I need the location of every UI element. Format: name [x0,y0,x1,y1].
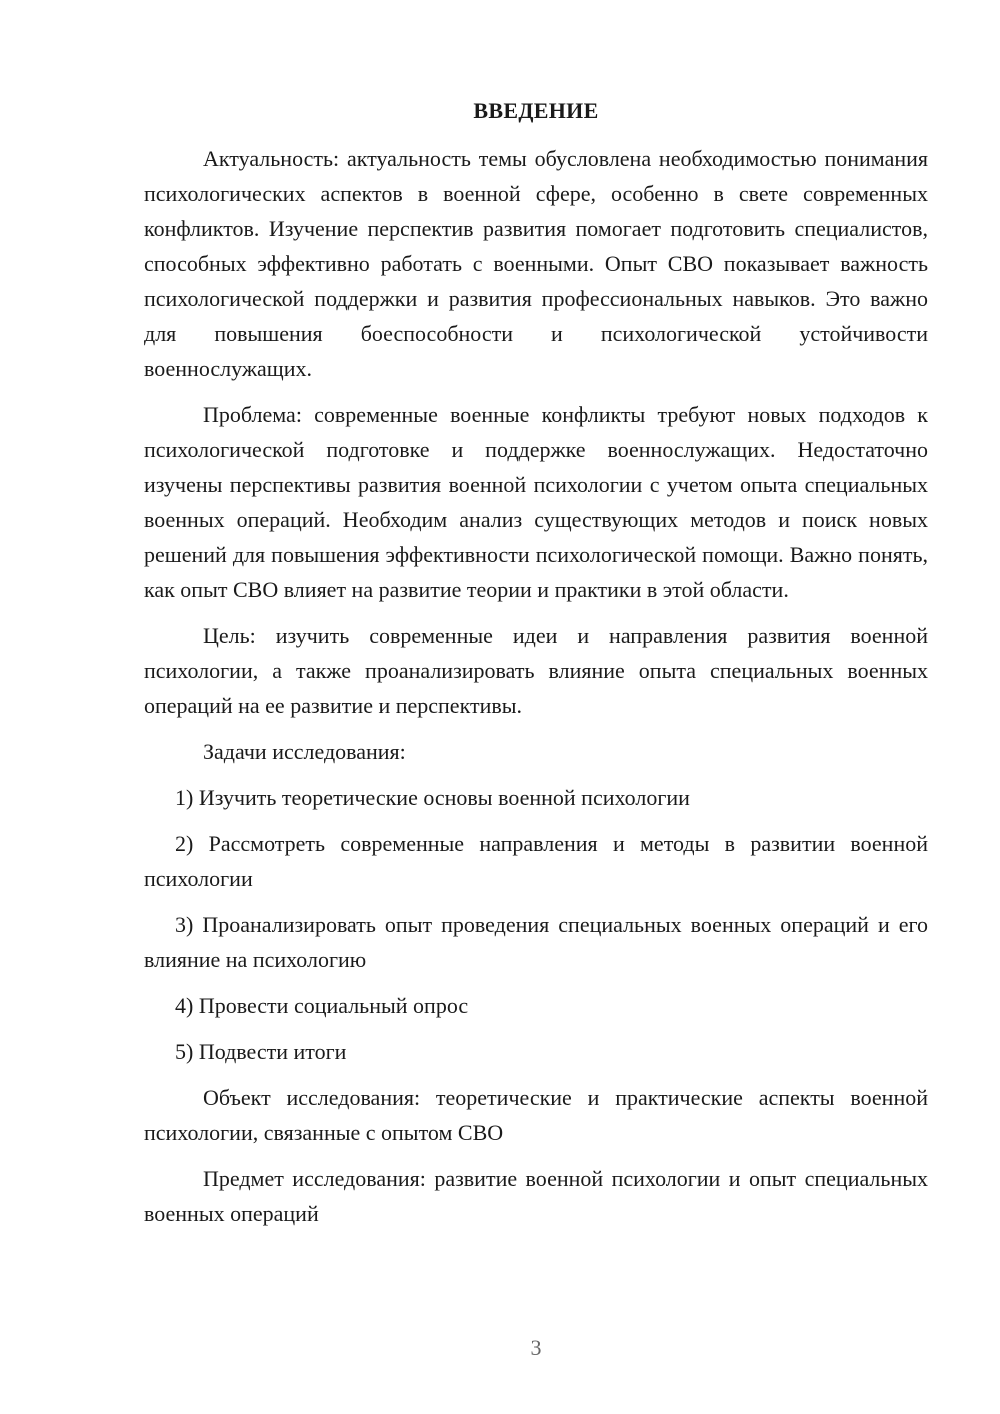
goal-paragraph: Цель: изучить современные идеи и направления развития военной психологии, а также проанализировать влияние опыта специальных военных операций на ее развитие и перспективы. [144,623,928,718]
task-item-1: 1) Изучить теоретические основы военной психологии [175,785,690,810]
task-item-3: 3) Проанализировать опыт проведения специальных военных операций и его влияние на психологию [144,912,928,972]
page-number: 3 [530,1335,542,1360]
task-item-2: 2) Рассмотреть современные направления и методы в развитии военной психологии [144,831,928,891]
relevance-paragraph: Актуальность: актуальность темы обусловлена необходимостью понимания психологических аспектов в военной сфере, особенно в свете современных конфликтов. Изучение перспектив развития помогает подготовить специалистов, способных эффективно работать с военными. Опыт СВО показывает важность психологической поддержки и развития профессиональных навыков. Это важно для повышения боеспособности и психологической устойчивости военнослужащих. [144,146,928,381]
task-item-5: 5) Подвести итоги [175,1039,347,1064]
research-subject-paragraph: Предмет исследования: развитие военной психологии и опыт специальных военных операций [144,1166,928,1226]
document-body [144,141,928,1242]
task-item-4: 4) Провести социальный опрос [175,993,469,1018]
tasks-heading: Задачи исследования: [203,739,406,764]
problem-paragraph: Проблема: современные военные конфликты требуют новых подходов к психологической подготовке и поддержке военнослужащих. Недостаточно изучены перспективы развития военной психологии с учетом опыта специальных военных операций. Необходим анализ существующих методов и поиск новых решений для повышения эффективности психологической помощи. Важно понять, как опыт СВО влияет на развитие теории и практики в этой области. [144,402,928,602]
section-title: ВВЕДЕНИЕ [473,98,599,123]
research-object-paragraph: Объект исследования: теоретические и практические аспекты военной психологии, связанные с опытом СВО [144,1085,928,1145]
